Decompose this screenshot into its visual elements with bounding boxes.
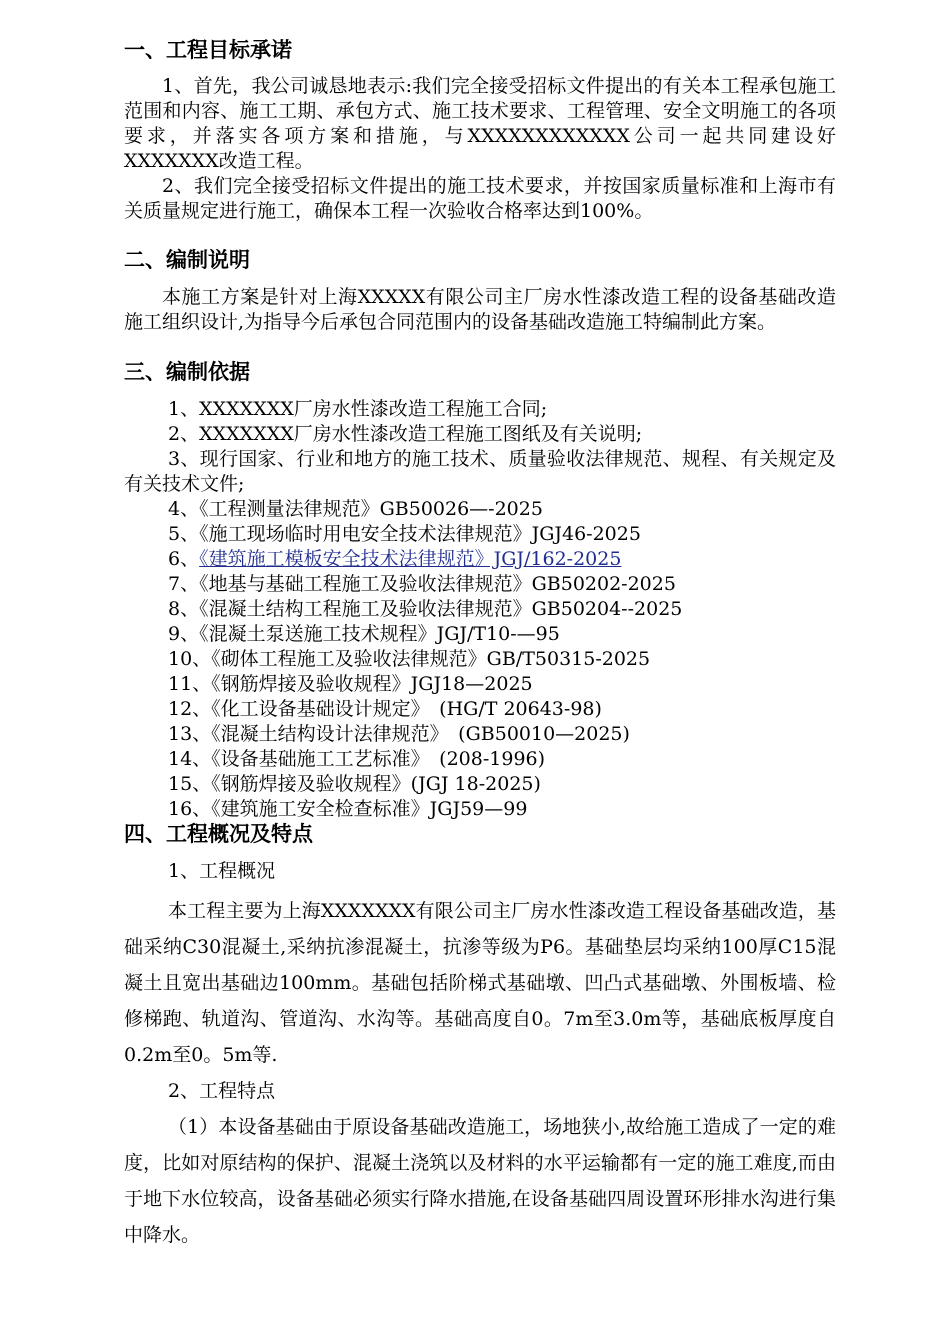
reference-item-8: 8、《混凝土结构工程施工及验收法律规范》GB50204--2025	[168, 598, 683, 620]
reference-item-7: 7、《地基与基础工程施工及验收法律规范》GB50202-2025	[168, 573, 676, 595]
reference-item-10: 10、《砌体工程施工及验收法律规范》GB/T50315-2025	[168, 648, 651, 670]
reference-item-3: 3、现行国家、行业和地方的施工技术、质量验收法律规范、规程、有关规定及有关技术文件;	[124, 448, 836, 495]
section-1-paragraph-1: 1、首先，我公司诚恳地表示:我们完全接受招标文件提出的有关本工程承包施工范围和内容、施工工期、承包方式、施工技术要求、工程管理、安全文明施工的各项要求，并落实各项方案和措施，与XXXXXXXXXXXX公司一起共同建设好XXXXXXX改造工程。	[124, 75, 836, 172]
reference-item-2: 2、XXXXXXX厂房水性漆改造工程施工图纸及有关说明;	[168, 423, 643, 445]
section-3-title: 三、编制依据	[124, 360, 250, 384]
section-4-subheading-2: 2、工程特点	[168, 1080, 276, 1102]
reference-item-6-number: 6、	[168, 548, 200, 570]
section-2-title: 二、编制说明	[124, 248, 250, 272]
section-4-features-paragraph: （1）本设备基础由于原设备基础改造施工，场地狭小,故给施工造成了一定的难度，比如对原结构的保护、混凝土浇筑以及材料的水平运输都有一定的施工难度,而由于地下水位较高，设备基础必须实行降水措施,在设备基础四周设置环形排水沟进行集中降水。	[124, 1116, 836, 1246]
reference-item-6	[168, 547, 621, 571]
reference-item-14: 14、《设备基础施工工艺标准》 (208-1996)	[168, 748, 546, 770]
section-4-subheading-1: 1、工程概况	[168, 860, 276, 882]
section-4-title: 四、工程概况及特点	[124, 822, 313, 846]
section-2-paragraph: 本施工方案是针对上海XXXXX有限公司主厂房水性漆改造工程的设备基础改造施工组织设计,为指导今后承包合同范围内的设备基础改造施工特编制此方案。	[124, 286, 836, 333]
reference-item-1: 1、XXXXXXX厂房水性漆改造工程施工合同;	[168, 398, 548, 420]
reference-item-9: 9、《混凝土泵送施工技术规程》JGJ/T10-—95	[168, 623, 560, 645]
reference-item-5: 5、《施工现场临时用电安全技术法律规范》JGJ46-2025	[168, 523, 641, 545]
section-1-paragraph-2: 2、我们完全接受招标文件提出的施工技术要求，并按国家质量标准和上海市有关质量规定进行施工，确保本工程一次验收合格率达到100%。	[124, 175, 836, 222]
reference-item-11: 11、《钢筋焊接及验收规程》JGJ18—2025	[168, 673, 533, 695]
section-4-overview-paragraph: 本工程主要为上海XXXXXXX有限公司主厂房水性漆改造工程设备基础改造，基础采纳C30混凝土,采纳抗渗混凝土，抗渗等级为P6。基础垫层均采纳100厚C15混凝土且宽出基础边100mm。基础包括阶梯式基础墩、凹凸式基础墩、外围板墙、检修梯跑、轨道沟、管道沟、水沟等。基础高度自0。7m至3.0m等，基础底板厚度自0.2m至0。5m等.	[124, 900, 836, 1066]
reference-item-15: 15、《钢筋焊接及验收规程》(JGJ 18-2025)	[168, 773, 541, 795]
reference-item-12: 12、《化工设备基础设计规定》 (HG/T 20643-98)	[168, 698, 602, 720]
reference-item-13: 13、《混凝土结构设计法律规范》 (GB50010—2025)	[168, 723, 630, 745]
reference-item-6-link[interactable]: 《建筑施工模板安全技术法律规范》JGJ/162-2025	[199, 548, 622, 570]
section-1-title: 一、工程目标承诺	[124, 38, 292, 62]
reference-item-4: 4、《工程测量法律规范》GB50026—-2025	[168, 498, 543, 520]
reference-item-16: 16、《建筑施工安全检查标准》JGJ59—99	[168, 798, 528, 820]
